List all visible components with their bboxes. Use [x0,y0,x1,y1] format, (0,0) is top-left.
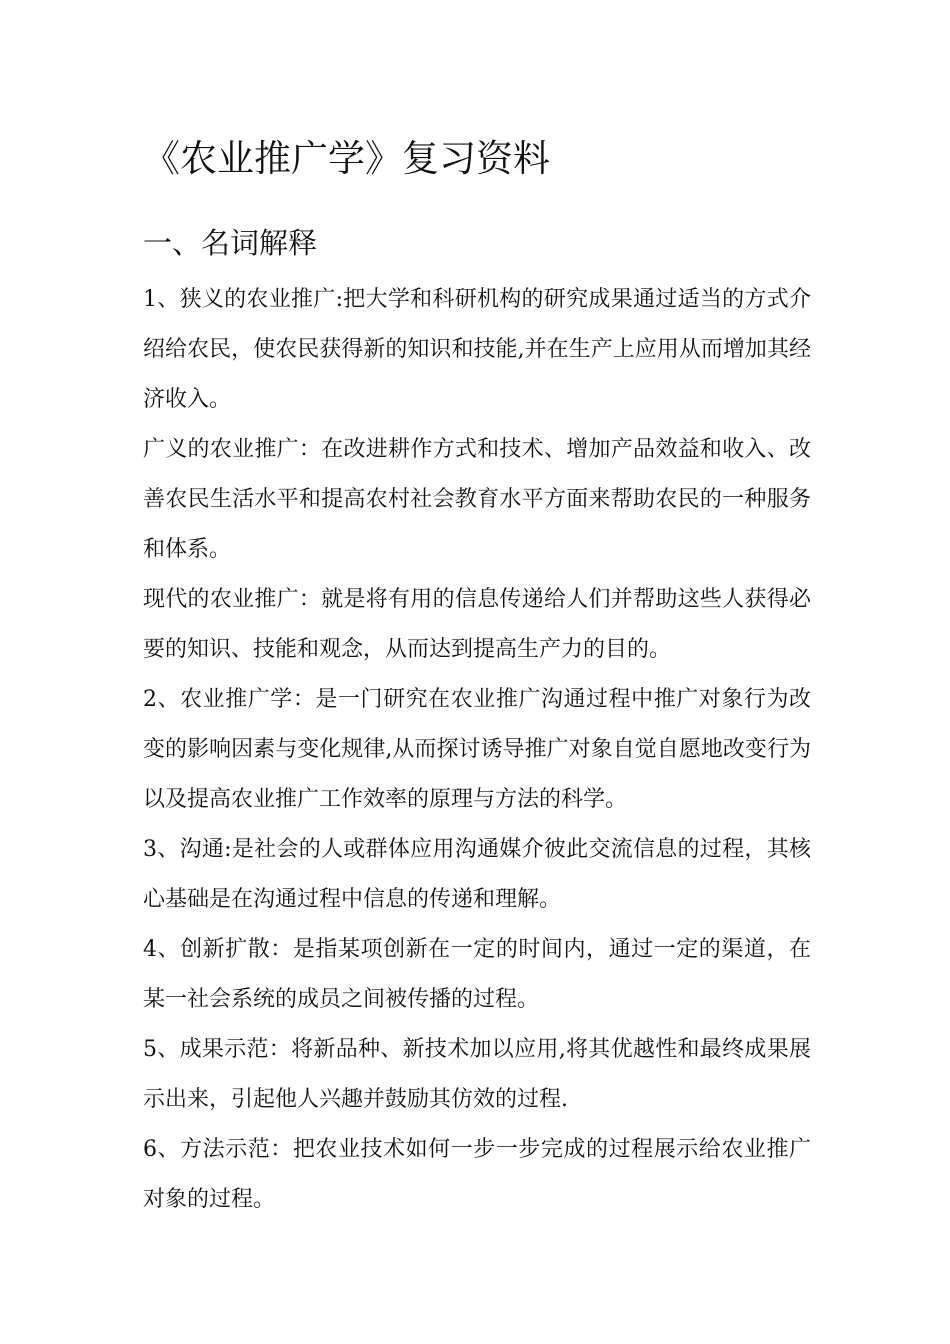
definition-paragraph: 广义的农业推广：在改进耕作方式和技术、增加产品效益和收入、改善农民生活水平和提高农村社会教育水平方面来帮助农民的一种服务和体系。 [143,437,811,562]
section-heading: 一、名词解释 [143,226,318,260]
definition-paragraph: 3、沟通:是社会的人或群体应用沟通媒介彼此交流信息的过程，其核心基础是在沟通过程中信息的传递和理解。 [143,837,811,912]
document-title: 《农业推广学》复习资料 [143,137,550,180]
definition-paragraph: 1、狭义的农业推广:把大学和科研机构的研究成果通过适当的方式介绍给农民，使农民获得新的知识和技能,并在生产上应用从而增加其经济收入。 [143,287,811,412]
definition-paragraph: 4、创新扩散：是指某项创新在一定的时间内，通过一定的渠道，在某一社会系统的成员之间被传播的过程。 [143,937,811,1012]
definition-paragraph: 2、农业推广学：是一门研究在农业推广沟通过程中推广对象行为改变的影响因素与变化规律,从而探讨诱导推广对象自觉自愿地改变行为以及提高农业推广工作效率的原理与方法的科学。 [143,687,811,812]
definition-paragraph: 现代的农业推广：就是将有用的信息传递给人们并帮助这些人获得必要的知识、技能和观念，从而达到提高生产力的目的。 [143,587,811,662]
definition-paragraph: 6、方法示范：把农业技术如何一步一步完成的过程展示给农业推广对象的过程。 [143,1137,811,1212]
document-body [143,275,811,1225]
definition-paragraph: 5、成果示范：将新品种、新技术加以应用,将其优越性和最终成果展示出来，引起他人兴趣并鼓励其仿效的过程. [143,1037,811,1112]
